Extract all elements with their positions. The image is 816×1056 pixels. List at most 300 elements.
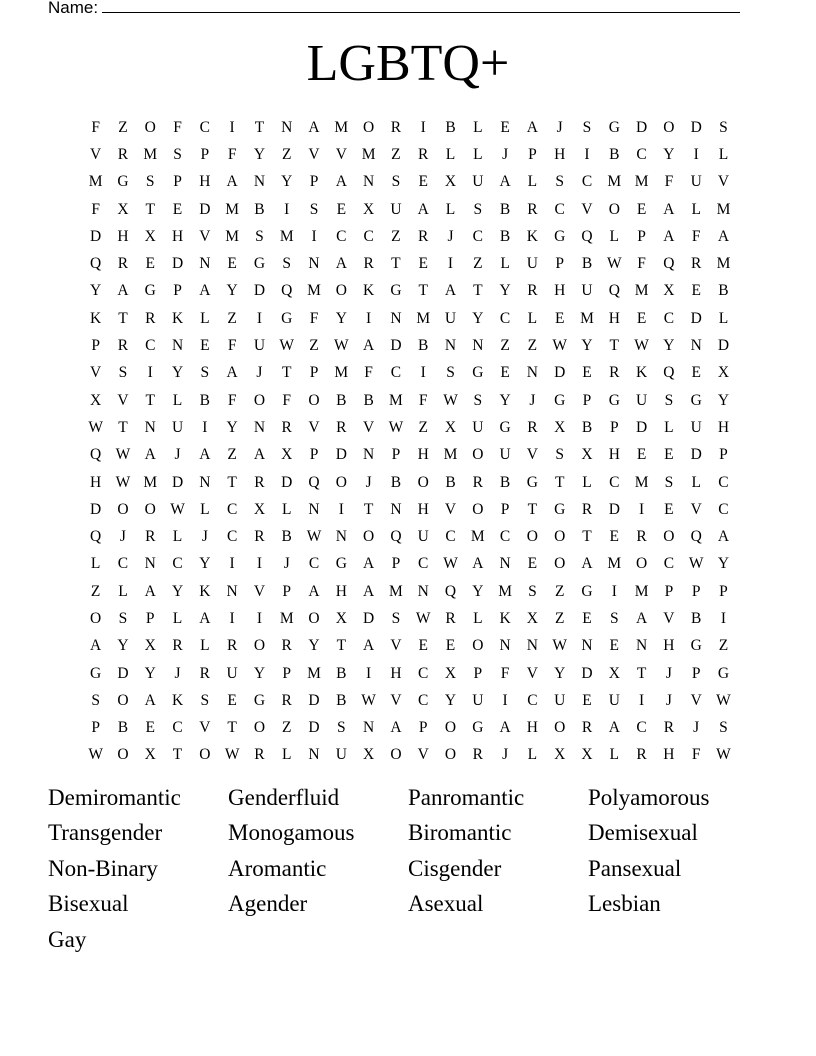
- grid-letter: N: [417, 582, 429, 600]
- grid-letter: C: [172, 555, 183, 573]
- grid-letter: H: [526, 719, 538, 737]
- grid-letter: F: [664, 173, 674, 191]
- grid-letter: X: [444, 664, 457, 682]
- grid-letter: W: [443, 555, 458, 573]
- grid-letter: R: [281, 691, 292, 709]
- grid-letter: S: [391, 609, 401, 627]
- grid-letter: R: [117, 337, 129, 355]
- grid-letter: P: [391, 446, 401, 464]
- grid-letter: B: [499, 200, 511, 218]
- grid-letter: G: [608, 391, 620, 409]
- grid-letter: O: [335, 282, 347, 300]
- grid-letter: M: [634, 282, 649, 300]
- grid-letter: U: [472, 691, 484, 709]
- grid-letter: X: [253, 500, 266, 518]
- grid-letter: R: [199, 664, 210, 682]
- grid-letter: J: [665, 664, 672, 682]
- grid-letter: Y: [663, 145, 675, 163]
- grid-letter: Q: [663, 255, 675, 273]
- grid-letter: I: [502, 691, 508, 709]
- grid-letter: T: [227, 719, 237, 737]
- grid-letter: X: [717, 364, 730, 382]
- grid-letter: B: [581, 255, 593, 273]
- grid-letter: E: [636, 446, 647, 464]
- grid-letter: I: [720, 609, 727, 627]
- grid-letter: W: [334, 337, 349, 355]
- grid-letter: A: [444, 282, 457, 300]
- grid-letter: I: [338, 500, 344, 518]
- grid-letter: M: [334, 364, 349, 382]
- grid-letter: N: [499, 637, 511, 655]
- grid-letter: V: [253, 582, 266, 600]
- grid-letter: D: [171, 255, 184, 273]
- grid-letter: Q: [281, 282, 293, 300]
- grid-row: [82, 551, 737, 578]
- page-title: LGBTQ+: [306, 35, 510, 92]
- grid-letter: X: [363, 200, 375, 218]
- grid-letter: V: [335, 145, 347, 163]
- grid-letter: F: [418, 391, 428, 409]
- grid-letter: E: [527, 555, 538, 573]
- grid-letter: T: [336, 637, 347, 655]
- grid-letter: P: [500, 500, 510, 518]
- grid-letter: L: [582, 473, 592, 491]
- grid-letter: V: [717, 173, 730, 191]
- word-row: [48, 887, 768, 923]
- grid-letter: L: [609, 227, 620, 245]
- grid-letter: H: [90, 473, 102, 491]
- grid-row: [82, 305, 737, 332]
- grid-letter: G: [499, 418, 511, 436]
- grid-letter: M: [143, 145, 158, 163]
- grid-letter: Y: [226, 282, 238, 300]
- grid-letter: K: [171, 309, 184, 327]
- grid-letter: L: [200, 309, 210, 327]
- grid-letter: A: [363, 637, 375, 655]
- grid-letter: D: [308, 691, 320, 709]
- grid-letter: C: [418, 555, 429, 573]
- grid-letter: N: [335, 528, 347, 546]
- grid-letter: L: [500, 255, 510, 273]
- grid-letter: P: [91, 337, 100, 355]
- grid-letter: A: [253, 446, 266, 464]
- grid-letter: D: [171, 473, 184, 491]
- grid-letter: F: [364, 364, 373, 382]
- grid-letter: N: [581, 637, 593, 655]
- grid-letter: W: [634, 337, 649, 355]
- grid-letter: O: [363, 118, 375, 136]
- grid-letter: C: [445, 528, 456, 546]
- grid-letter: V: [526, 446, 538, 464]
- grid-letter: R: [636, 528, 647, 546]
- grid-letter: I: [420, 364, 426, 382]
- grid-letter: S: [200, 691, 210, 709]
- grid-letter: O: [472, 500, 484, 518]
- grid-letter: C: [663, 555, 675, 573]
- grid-letter: M: [389, 582, 403, 600]
- grid-letter: S: [309, 200, 319, 218]
- grid-letter: P: [555, 255, 564, 273]
- grid-letter: Y: [499, 391, 511, 409]
- grid-letter: E: [500, 118, 510, 136]
- grid-letter: G: [526, 473, 538, 491]
- grid-letter: N: [144, 418, 156, 436]
- grid-letter: D: [717, 337, 730, 355]
- grid-letter: R: [145, 309, 156, 327]
- grid-letter: S: [118, 364, 128, 382]
- grid-letter: J: [365, 473, 372, 491]
- grid-letter: C: [363, 227, 374, 245]
- grid-letter: L: [172, 528, 183, 546]
- grid-letter: A: [499, 719, 511, 737]
- grid-letter: G: [117, 173, 129, 191]
- grid-letter: N: [253, 173, 266, 191]
- grid-letter: U: [253, 337, 266, 355]
- grid-letter: W: [552, 637, 568, 655]
- grid-letter: T: [145, 200, 155, 218]
- grid-letter: G: [144, 282, 156, 300]
- word-row: [48, 851, 768, 887]
- grid-letter: Z: [554, 609, 565, 627]
- grid-letter: L: [664, 418, 674, 436]
- grid-letter: V: [444, 500, 457, 518]
- grid-letter: Y: [144, 664, 156, 682]
- grid-letter: S: [719, 118, 728, 136]
- grid-letter: W: [606, 255, 622, 273]
- grid-letter: N: [308, 500, 320, 518]
- grid-letter: Y: [199, 555, 211, 573]
- grid-letter: J: [447, 227, 454, 245]
- grid-letter: K: [199, 582, 211, 600]
- grid-letter: R: [254, 528, 265, 546]
- grid-letter: M: [307, 282, 321, 300]
- grid-letter: P: [719, 582, 728, 600]
- grid-letter: R: [418, 227, 429, 245]
- grid-row: [82, 250, 737, 277]
- grid-letter: W: [224, 746, 240, 764]
- grid-letter: E: [554, 309, 565, 327]
- grid-letter: M: [716, 255, 731, 273]
- grid-letter: U: [417, 528, 429, 546]
- grid-letter: I: [693, 145, 699, 163]
- grid-letter: U: [499, 446, 511, 464]
- grid-letter: C: [718, 473, 729, 491]
- grid-letter: E: [418, 173, 428, 191]
- grid-letter: O: [253, 391, 266, 409]
- grid-letter: O: [90, 609, 102, 627]
- grid-letter: L: [445, 200, 456, 218]
- grid-letter: C: [172, 719, 183, 737]
- grid-letter: A: [472, 555, 484, 573]
- grid-letter: N: [363, 446, 375, 464]
- grid-row: [82, 605, 737, 632]
- grid-letter: H: [390, 664, 402, 682]
- grid-letter: U: [444, 309, 457, 327]
- grid-letter: I: [639, 500, 645, 518]
- grid-letter: Q: [90, 255, 102, 273]
- word-item: Demiromantic: [48, 784, 181, 810]
- grid-letter: E: [172, 200, 183, 218]
- grid-letter: I: [202, 418, 208, 436]
- grid-letter: E: [636, 309, 647, 327]
- grid-letter: C: [226, 500, 238, 518]
- grid-letter: N: [363, 719, 375, 737]
- grid-letter: I: [256, 555, 263, 573]
- grid-letter: M: [607, 173, 622, 191]
- grid-letter: F: [227, 145, 237, 163]
- grid-letter: O: [444, 719, 457, 737]
- grid-letter: P: [309, 364, 319, 382]
- grid-letter: G: [253, 691, 266, 709]
- grid-letter: M: [88, 173, 103, 191]
- grid-letter: O: [144, 500, 156, 518]
- grid-letter: Y: [171, 582, 184, 600]
- grid-letter: N: [363, 173, 375, 191]
- grid-letter: L: [172, 609, 183, 627]
- grid-letter: V: [199, 719, 211, 737]
- grid-letter: Y: [253, 145, 266, 163]
- grid-letter: M: [143, 473, 158, 491]
- grid-row: [82, 332, 737, 359]
- grid-letter: Z: [90, 582, 101, 600]
- grid-letter: E: [145, 255, 155, 273]
- grid-letter: O: [554, 528, 566, 546]
- grid-letter: C: [117, 555, 129, 573]
- grid-letter: Q: [581, 227, 593, 245]
- grid-letter: V: [90, 145, 102, 163]
- grid-letter: V: [199, 227, 211, 245]
- grid-letter: X: [663, 282, 675, 300]
- grid-letter: G: [581, 582, 593, 600]
- grid-letter: Y: [171, 364, 184, 382]
- grid-letter: W: [688, 555, 704, 573]
- grid-letter: I: [229, 118, 235, 136]
- grid-letter: B: [609, 145, 620, 163]
- grid-letter: L: [527, 309, 538, 327]
- grid-letter: V: [117, 391, 129, 409]
- grid-letter: Q: [90, 528, 102, 546]
- grid-letter: M: [580, 309, 594, 327]
- grid-letter: P: [145, 609, 155, 627]
- grid-letter: O: [144, 118, 156, 136]
- grid-letter: B: [581, 418, 593, 436]
- grid-row: [82, 360, 737, 387]
- grid-letter: E: [227, 691, 237, 709]
- grid-letter: Y: [253, 664, 266, 682]
- grid-letter: X: [144, 227, 156, 245]
- word-item: Aromantic: [228, 855, 327, 881]
- grid-letter: G: [554, 391, 566, 409]
- word-item: Cisgender: [408, 855, 502, 881]
- grid-letter: C: [308, 555, 320, 573]
- grid-letter: S: [282, 255, 292, 273]
- grid-letter: B: [445, 473, 456, 491]
- grid-letter: E: [418, 637, 428, 655]
- grid-letter: S: [582, 118, 592, 136]
- grid-letter: I: [366, 664, 372, 682]
- grid-letter: X: [444, 418, 457, 436]
- grid-letter: S: [555, 173, 564, 191]
- grid-letter: R: [418, 145, 429, 163]
- grid-letter: O: [199, 746, 211, 764]
- grid-letter: N: [690, 337, 702, 355]
- grid-letter: Q: [608, 282, 620, 300]
- grid-letter: X: [554, 746, 566, 764]
- grid-letter: Q: [663, 364, 675, 382]
- grid-letter: O: [608, 200, 620, 218]
- grid-letter: P: [282, 582, 292, 600]
- grid-letter: E: [609, 528, 620, 546]
- grid-letter: A: [226, 364, 238, 382]
- grid-letter: T: [227, 473, 237, 491]
- grid-letter: T: [609, 337, 620, 355]
- grid-letter: W: [115, 473, 131, 491]
- grid-letter: M: [607, 555, 622, 573]
- grid-letter: D: [90, 227, 102, 245]
- grid-letter: I: [284, 200, 290, 218]
- grid-letter: Z: [227, 446, 237, 464]
- grid-letter: P: [391, 555, 401, 573]
- grid-letter: O: [308, 609, 320, 627]
- grid-letter: K: [90, 309, 102, 327]
- grid-letter: W: [115, 446, 131, 464]
- grid-letter: P: [173, 282, 182, 300]
- grid-letter: H: [717, 418, 730, 436]
- grid-letter: E: [336, 200, 347, 218]
- grid-letter: G: [554, 500, 566, 518]
- grid-letter: F: [637, 255, 646, 273]
- word-row: [48, 922, 768, 958]
- grid-letter: O: [663, 118, 675, 136]
- word-item: Bisexual: [48, 891, 129, 917]
- grid-letter: F: [91, 118, 100, 136]
- grid-letter: C: [636, 719, 647, 737]
- grid-letter: J: [529, 391, 536, 409]
- grid-letter: V: [417, 746, 429, 764]
- grid-letter: H: [663, 637, 675, 655]
- grid-letter: R: [445, 609, 456, 627]
- grid-letter: A: [499, 173, 511, 191]
- grid-letter: J: [693, 719, 700, 737]
- grid-letter: Y: [472, 582, 484, 600]
- grid-letter: R: [527, 282, 538, 300]
- grid-letter: M: [279, 609, 294, 627]
- grid-letter: R: [472, 746, 483, 764]
- grid-letter: S: [528, 582, 537, 600]
- grid-letter: R: [390, 118, 402, 136]
- grid-letter: F: [173, 118, 182, 136]
- grid-row: [82, 278, 737, 305]
- word-row: [48, 780, 768, 816]
- grid-letter: A: [199, 609, 211, 627]
- word-item: Polyamorous: [588, 784, 710, 810]
- grid-letter: S: [91, 691, 100, 709]
- grid-letter: O: [444, 746, 457, 764]
- grid-letter: N: [308, 255, 320, 273]
- grid-letter: W: [716, 691, 731, 709]
- grid-letter: I: [420, 118, 426, 136]
- name-label: Name:: [48, 0, 99, 17]
- grid-letter: L: [527, 173, 538, 191]
- grid-letter: R: [581, 719, 593, 737]
- grid-letter: F: [282, 391, 292, 409]
- grid-letter: V: [526, 664, 538, 682]
- grid-letter: D: [253, 282, 266, 300]
- grid-letter: U: [171, 418, 184, 436]
- grid-letter: R: [636, 746, 647, 764]
- grid-letter: S: [473, 391, 483, 409]
- grid-letter: G: [472, 719, 484, 737]
- grid-letter: Z: [527, 337, 538, 355]
- grid-letter: A: [581, 555, 593, 573]
- grid-letter: X: [554, 418, 566, 436]
- grid-letter: D: [608, 500, 620, 518]
- grid-letter: Q: [444, 582, 457, 600]
- grid-letter: N: [390, 309, 402, 327]
- grid-letter: O: [308, 391, 320, 409]
- grid-letter: M: [361, 145, 376, 163]
- grid-letter: A: [144, 446, 156, 464]
- grid-letter: T: [118, 418, 128, 436]
- grid-letter: W: [388, 418, 404, 436]
- grid-letter: M: [225, 200, 240, 218]
- grid-letter: G: [608, 118, 620, 136]
- grid-letter: L: [473, 609, 483, 627]
- grid-letter: A: [363, 337, 375, 355]
- grid-letter: P: [664, 582, 674, 600]
- grid-letter: O: [663, 528, 675, 546]
- grid-row: [82, 633, 737, 660]
- grid-letter: R: [226, 637, 238, 655]
- grid-letter: O: [472, 446, 484, 464]
- grid-letter: N: [472, 337, 484, 355]
- grid-letter: W: [279, 337, 295, 355]
- grid-letter: H: [117, 227, 129, 245]
- grid-letter: L: [473, 118, 483, 136]
- grid-letter: J: [556, 118, 563, 136]
- grid-letter: R: [281, 418, 292, 436]
- grid-letter: T: [363, 500, 374, 518]
- grid-letter: Z: [391, 145, 401, 163]
- grid-letter: S: [255, 227, 264, 245]
- grid-letter: P: [309, 173, 319, 191]
- grid-letter: Y: [281, 173, 293, 191]
- grid-letter: M: [416, 309, 431, 327]
- grid-letter: Y: [663, 337, 675, 355]
- grid-letter: Z: [473, 255, 483, 273]
- grid-letter: M: [389, 391, 403, 409]
- grid-letter: D: [335, 446, 347, 464]
- grid-letter: W: [306, 528, 322, 546]
- grid-letter: A: [717, 227, 730, 245]
- grid-letter: G: [690, 637, 702, 655]
- grid-letter: A: [90, 637, 102, 655]
- grid-letter: U: [472, 173, 484, 191]
- grid-letter: T: [554, 473, 565, 491]
- grid-letter: A: [390, 719, 402, 737]
- grid-letter: X: [526, 609, 538, 627]
- grid-letter: K: [526, 227, 538, 245]
- grid-letter: C: [199, 118, 210, 136]
- grid-letter: K: [499, 609, 511, 627]
- grid-letter: C: [718, 500, 729, 518]
- grid-letter: E: [418, 255, 428, 273]
- grid-letter: L: [473, 145, 483, 163]
- grid-letter: C: [527, 691, 538, 709]
- grid-letter: E: [500, 364, 510, 382]
- grid-letter: L: [200, 500, 210, 518]
- grid-letter: J: [256, 364, 263, 382]
